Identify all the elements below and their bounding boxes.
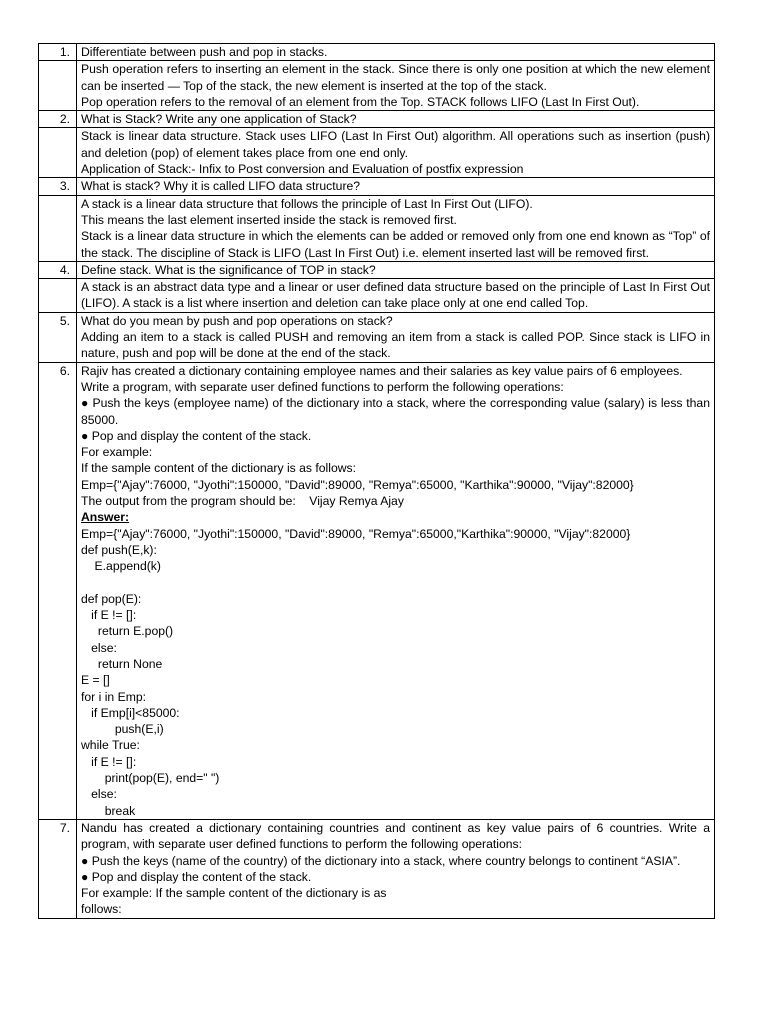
answer-line: Pop operation refers to the removal of an element from the Top. STACK follows LIFO (Last In First Out).	[81, 94, 640, 109]
question-number: 4.	[39, 261, 77, 278]
question-row	[39, 111, 715, 128]
question-number: 1.	[39, 44, 77, 61]
question-text: Differentiate between push and pop in stacks.	[77, 44, 715, 61]
question-line: Write a program, with separate user defined functions to perform the following operations:	[81, 379, 564, 394]
code-line: push(E,i)	[81, 722, 164, 737]
code-line: print(pop(E), end=" ")	[81, 771, 220, 786]
code-line: if E != []:	[81, 754, 137, 769]
answer-line: Stack is a linear data structure in which the elements can be added or removed only from one end known as “Top” of the stack. The discipline of Stack is LIFO (Last In First Out) i.e. element inserted last will be removed first.	[81, 229, 714, 260]
answer-line: Push operation refers to inserting an element in the stack. Since there is only one position at which the new element can be inserted — Top of the stack, the new element is inserted at the top of the stack.	[81, 62, 714, 93]
code-line: if Emp[i]<85000:	[81, 705, 180, 720]
question-line: ● Pop and display the content of the stack.	[81, 869, 312, 884]
answer-cell	[77, 195, 715, 261]
code-line	[81, 575, 710, 591]
question-line: ● Push the keys (employee name) of the dictionary into a stack, where the corresponding value (salary) is less than 85000.	[81, 396, 714, 427]
answer-row	[39, 195, 715, 261]
answer-label: Answer:	[81, 510, 130, 525]
question-line: ● Push the keys (name of the country) of the dictionary into a stack, where country belongs to continent “ASIA”.	[81, 853, 681, 868]
question-answer-table	[38, 43, 715, 919]
code-line: else:	[81, 640, 117, 655]
answer-row	[39, 279, 715, 313]
question-text: What is Stack? Write any one application of Stack?	[77, 111, 715, 128]
question-line: follows:	[81, 902, 122, 917]
answer-line: This means the last element inserted inside the stack is removed first.	[81, 212, 457, 227]
question-line: The output from the program should be: Vijay Remya Ajay	[81, 494, 404, 509]
answer-line: A stack is a linear data structure that follows the principle of Last In First Out (LIFO).	[81, 196, 533, 211]
answer-cell	[77, 61, 715, 111]
question-line: For example: If the sample content of the dictionary is as	[81, 886, 387, 901]
question-number: 5.	[39, 312, 77, 362]
code-line: Emp={"Ajay":76000, "Jyothi":150000, "David":89000, "Remya":65000,"Karthika":90000, "Vijay":82000}	[81, 526, 631, 541]
answer-row	[39, 128, 715, 178]
question-line: Rajiv has created a dictionary containing employee names and their salaries as key value pairs of 6 employees.	[81, 363, 683, 378]
empty-number-cell	[39, 128, 77, 178]
answer-line: Adding an item to a stack is called PUSH and removing an item from a stack is called POP. Since stack is LIFO in nature, push and pop will be done at the end of the stack.	[81, 330, 714, 361]
question-text: What is stack? Why it is called LIFO data structure?	[77, 178, 715, 195]
question-text: Define stack. What is the significance of TOP in stack?	[77, 261, 715, 278]
answer-line: Application of Stack:- Infix to Post conversion and Evaluation of postfix expression	[81, 162, 524, 177]
question-line: Nandu has created a dictionary containing countries and continent as key value pairs of 6 countries. Write a program, with separate user defined functions to perform the following operations:	[81, 820, 714, 852]
answer-line: Stack is linear data structure. Stack uses LIFO (Last In First Out) algorithm. All operations such as insertion (push) and deletion (pop) of element takes place from one end only.	[81, 129, 714, 160]
question-line: Emp={"Ajay":76000, "Jyothi":150000, "David":89000, "Remya":65000, "Karthika":90000, "Vijay":82000}	[81, 477, 634, 492]
question-number: 3.	[39, 178, 77, 195]
question-row	[39, 819, 715, 918]
code-line: if E != []:	[81, 608, 137, 623]
answer-cell	[77, 279, 715, 313]
question-line: If the sample content of the dictionary is as follows:	[81, 461, 357, 476]
empty-number-cell	[39, 61, 77, 111]
question-row	[39, 312, 715, 362]
question-row	[39, 261, 715, 278]
code-line: return E.pop()	[81, 624, 174, 639]
question-row	[39, 362, 715, 819]
code-line: return None	[81, 656, 163, 671]
code-line: for i in Emp:	[81, 689, 147, 704]
code-line: break	[81, 803, 136, 818]
answer-cell	[77, 128, 715, 178]
question-line: For example:	[81, 445, 153, 460]
question-row	[39, 178, 715, 195]
question-number: 2.	[39, 111, 77, 128]
question-cell	[77, 819, 715, 918]
question-line: ● Pop and display the content of the stack.	[81, 428, 312, 443]
question-row	[39, 44, 715, 61]
question-cell	[77, 312, 715, 362]
code-line: E.append(k)	[81, 559, 161, 574]
code-line: else:	[81, 787, 117, 802]
empty-number-cell	[39, 195, 77, 261]
empty-number-cell	[39, 279, 77, 313]
code-line: def push(E,k):	[81, 542, 157, 557]
question-number: 7.	[39, 819, 77, 918]
question-cell	[77, 362, 715, 819]
question-number: 6.	[39, 362, 77, 819]
code-line: def pop(E):	[81, 591, 142, 606]
code-line: E = []	[81, 673, 110, 688]
question-text: What do you mean by push and pop operations on stack?	[81, 313, 393, 328]
answer-line: A stack is an abstract data type and a linear or user defined data structure based on the principle of Last In First Out (LIFO). A stack is a list where insertion and deletion can take place only at one end called Top.	[81, 280, 714, 311]
code-line: while True:	[81, 738, 140, 753]
answer-row	[39, 61, 715, 111]
